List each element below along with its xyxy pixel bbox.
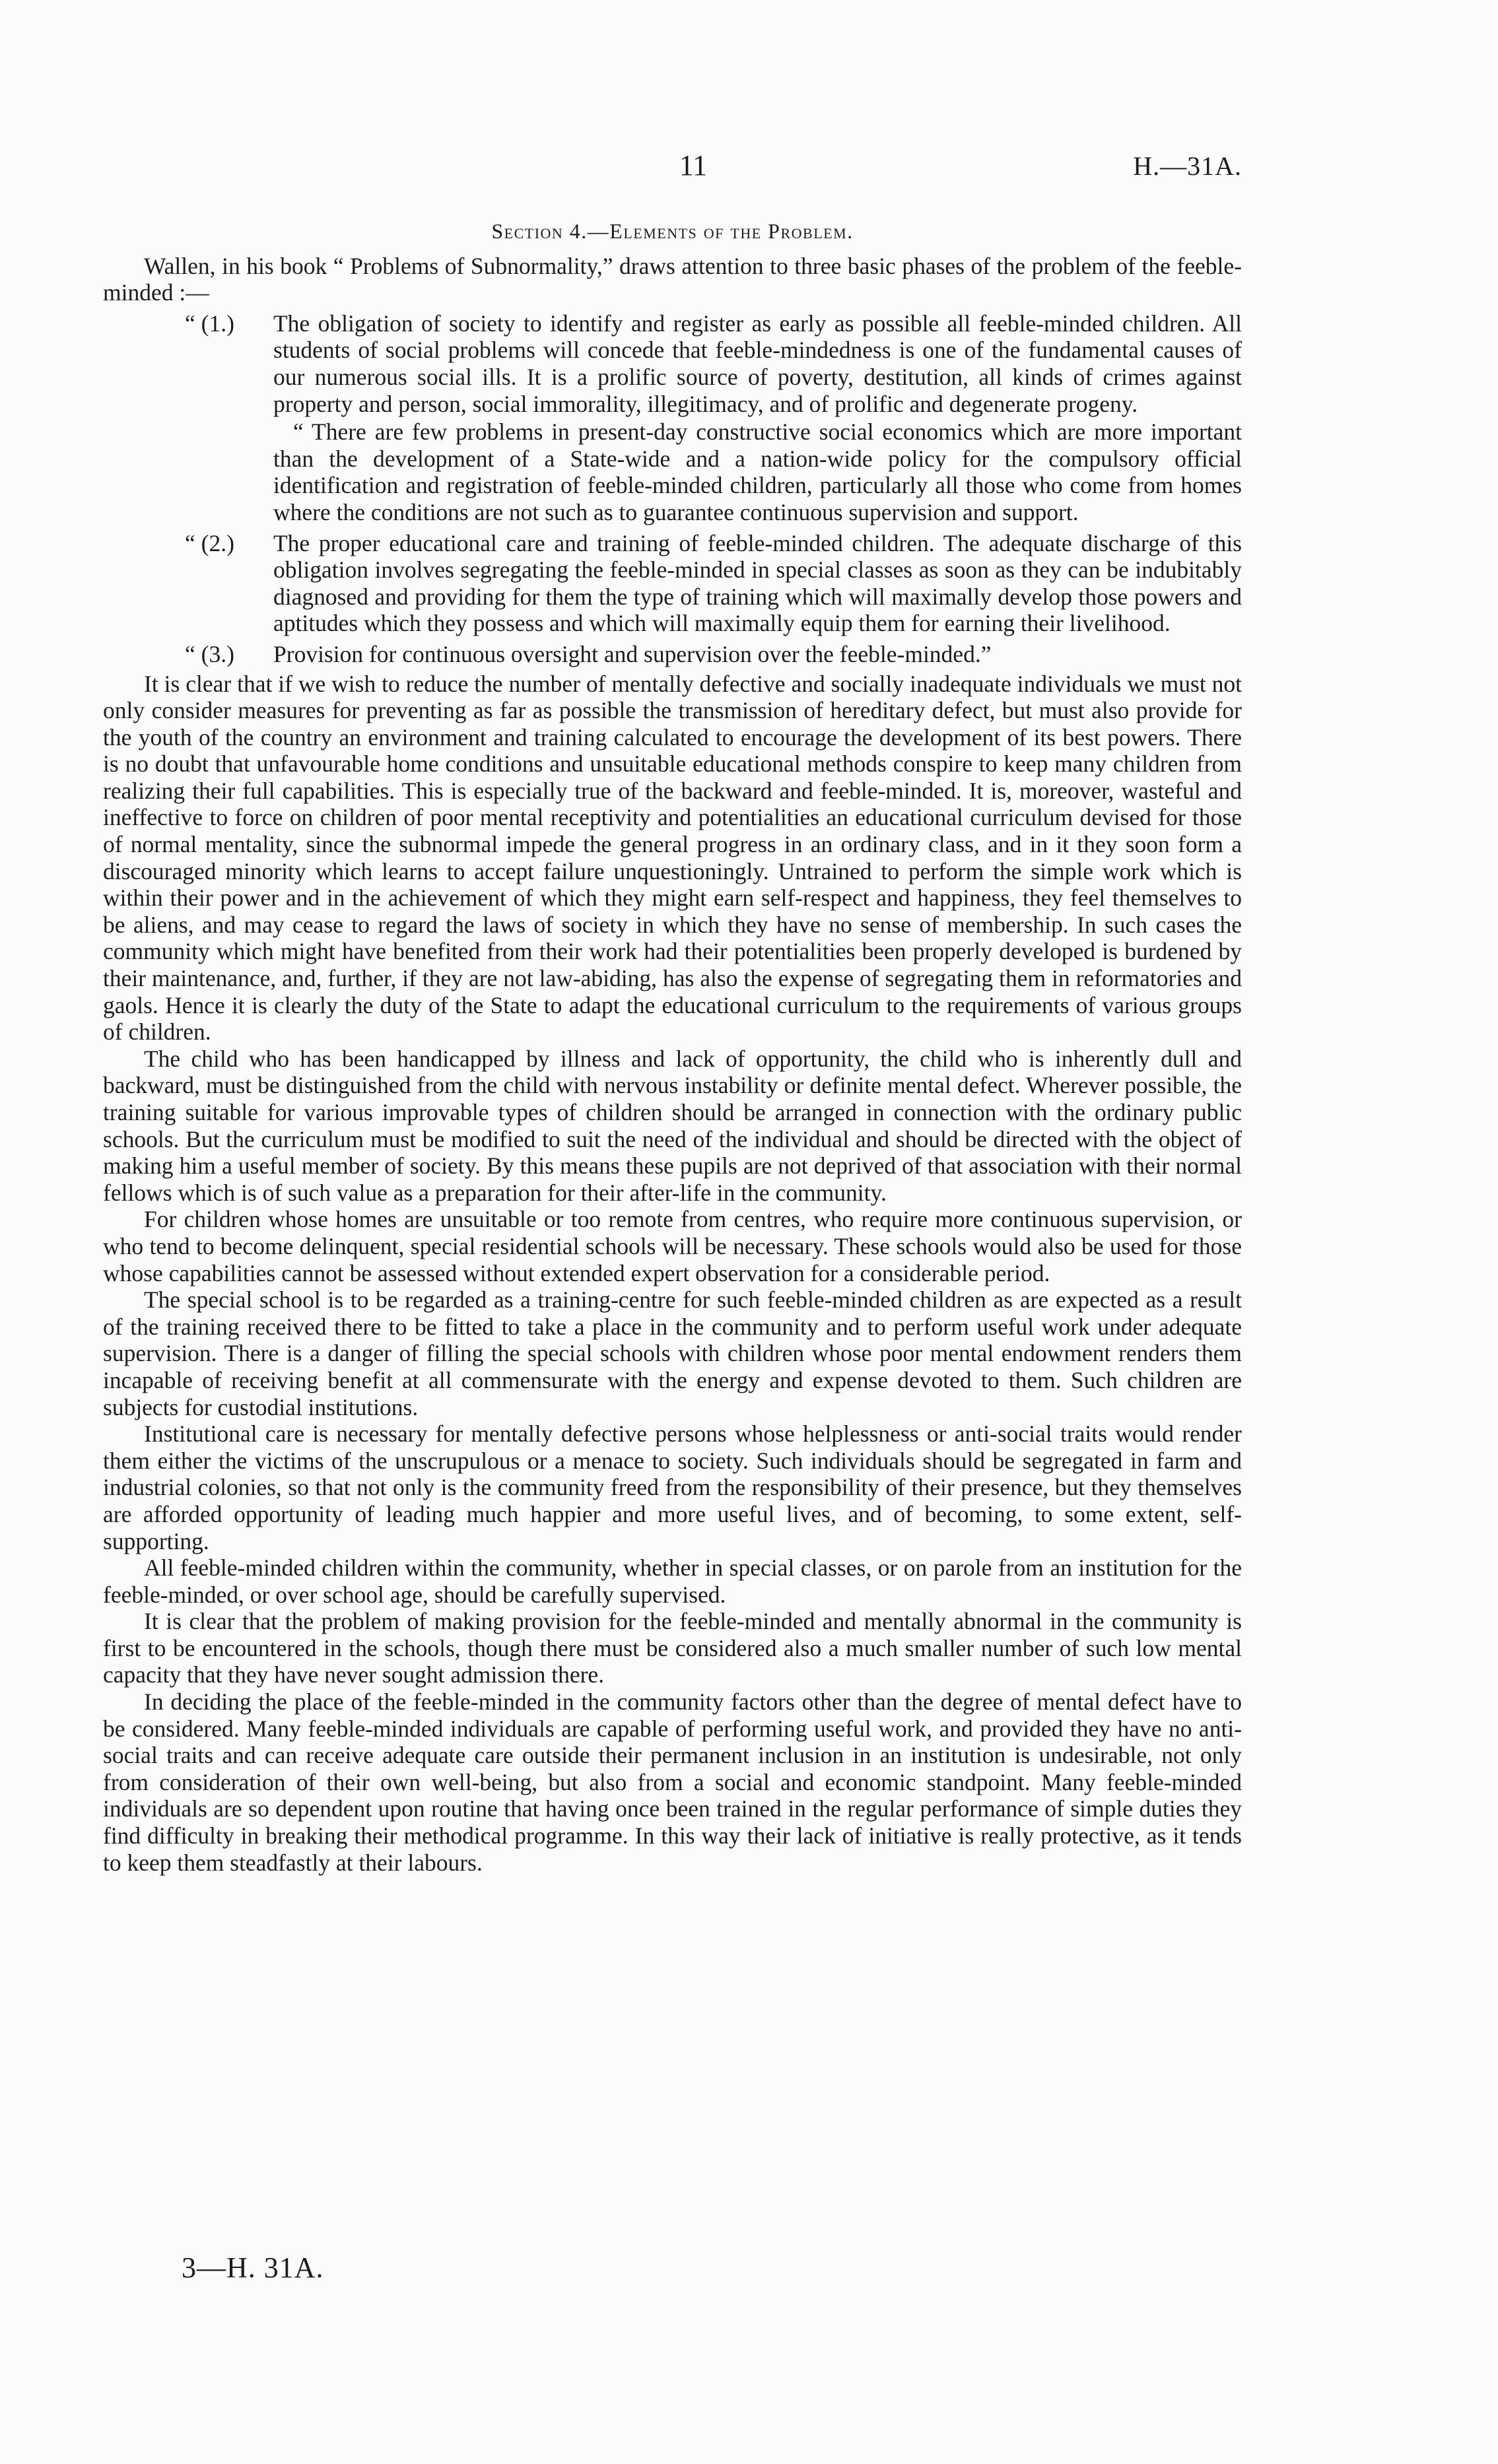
quote-item-text: Provision for continuous oversight and supervision over the feeble-minded.” [273,640,992,667]
quote-item-number: “ (1.) [185,310,234,337]
quote-item-2 [103,530,1242,637]
page-number: 11 [679,149,708,182]
quote-item-1 [103,310,1242,417]
quote-item-text: The obligation of society to identify and register as early as possible all feeble-minded children. All students of social problems will concede that feeble-mindedness is one of the fundamental causes of our numerous social ills. It is a prolific source of poverty, destitution, all kinds of crimes against property and person, social immorality, illegitimacy, and of prolific and degenerate progeny. [273,310,1242,417]
paragraph: In deciding the place of the feeble-minded in the community factors other than the degree of mental defect have to be considered. Many feeble-minded individuals are capable of performing useful work, and provided they have no anti-social traits and can receive adequate care outside their permanent inclusion in an institution is undesirable, not only from consideration of their own well-being, but also from a social and economic standpoint. Many feeble-minded individuals are so dependent upon routine that having once been trained in the regular performance of simple duties they find difficulty in breaking their methodical programme. In this way their lack of initiative is really protective, as it tends to keep them steadfastly at their labours. [103,1688,1242,1876]
paragraph: The child who has been handicapped by illness and lack of opportunity, the child who is inherently dull and backward, must be distinguished from the child with nervous instability or definite mental defect. Wherever possible, the training suitable for various improvable types of children should be arranged in connection with the ordinary public schools. But the curriculum must be modified to suit the need of the individual and should be directed with the object of making him a useful member of society. By this means these pupils are not deprived of that association with their normal fellows which is of such value as a preparation for their after-life in the community. [103,1045,1242,1206]
body-text [103,218,1242,1876]
paragraph: It is clear that if we wish to reduce the number of mentally defective and socially inadequate individuals we must not only consider measures for preventing as far as possible the transmission of hereditary defect, but must also provide for the youth of the country an environment and training calculated to encourage the development of its best powers. There is no doubt that unfavourable home conditions and unsuitable educational methods conspire to keep many children from realizing their full capabilities. This is especially true of the backward and feeble-minded. It is, moreover, wasteful and ineffective to force on children of poor mental receptivity and potentialities an educational curriculum devised for those of normal mentality, since the subnormal impede the general progress in an ordinary class, and in it they soon form a discouraged minority which learns to accept failure unquestioningly. Untrained to perform the simple work which is within their power and in the achievement of which they might earn self-respect and happiness, they feel themselves to be aliens, and may cease to regard the laws of society in which they have no sense of membership. In such cases the community which might have benefited from their work had their potentialities been properly developed is burdened by their maintenance, and, further, if they are not law-abiding, has also the expense of segregating them in reformatories and gaols. Hence it is clearly the duty of the State to adapt the educational curriculum to the requirements of various groups of children. [103,670,1242,1046]
paragraph: For children whose homes are unsuitable or too remote from centres, who require more continuous supervision, or who tend to become delinquent, special residential schools will be necessary. These schools would also be used for those whose capabilities cannot be assessed without extended expert observation for a considerable period. [103,1206,1242,1286]
printer-signature-mark: 3—H. 31A. [182,2251,324,2284]
quote-item-number: “ (3.) [185,640,234,667]
quote-item-1-continuation: “ There are few problems in present-day constructive social economics which are more important than the development of a State-wide and a nation-wide policy for the compulsory official identification and registration of feeble-minded children, particularly all those who come from homes where the conditions are not such as to guarantee continuous supervision and support. [273,418,1242,525]
quote-item-number: “ (2.) [185,529,234,556]
quote-item-text: The proper educational care and training of feeble-minded children. The adequate discharge of this obligation involves segregating the feeble-minded in special classes as soon as they can be indubitably diagnosed and providing for them the type of training which will maximally develop those powers and aptitudes which they possess and which will maximally equip them for earning their livelihood. [273,529,1242,637]
document-reference: H.—31A. [1133,151,1242,181]
paragraph: The special school is to be regarded as a training-centre for such feeble-minded children as are expected as a result of the training received there to be fitted to take a place in the community and to perform useful work under adequate supervision. There is a danger of filling the special schools with children whose poor mental endowment renders them incapable of receiving benefit at all commensurate with the energy and expense devoted to them. Such children are subjects for custodial institutions. [103,1286,1242,1420]
intro-paragraph: Wallen, in his book “ Problems of Subnormality,” draws attention to three basic phases of the problem of the feeble-minded :— [103,252,1242,306]
section-heading: Section 4.—Elements of the Problem. [491,219,854,243]
paragraph: All feeble-minded children within the community, whether in special classes, or on parole from an institution for the feeble-minded, or over school age, should be carefully supervised. [103,1554,1242,1608]
paragraph: Institutional care is necessary for mentally defective persons whose helplessness or anti-social traits would render them either the victims of the unscrupulous or a menace to society. Such individuals should be segregated in farm and industrial colonies, so that not only is the community freed from the responsibility of their presence, but they themselves are afforded opportunity of leading much happier and more useful lives, and of becoming, to some extent, self-supporting. [103,1420,1242,1554]
paragraph: It is clear that the problem of making provision for the feeble-minded and mentally abnormal in the community is first to be encountered in the schools, though there must be considered also a much smaller number of such low mental capacity that they have never sought admission there. [103,1608,1242,1688]
quote-item-3 [103,641,1242,668]
